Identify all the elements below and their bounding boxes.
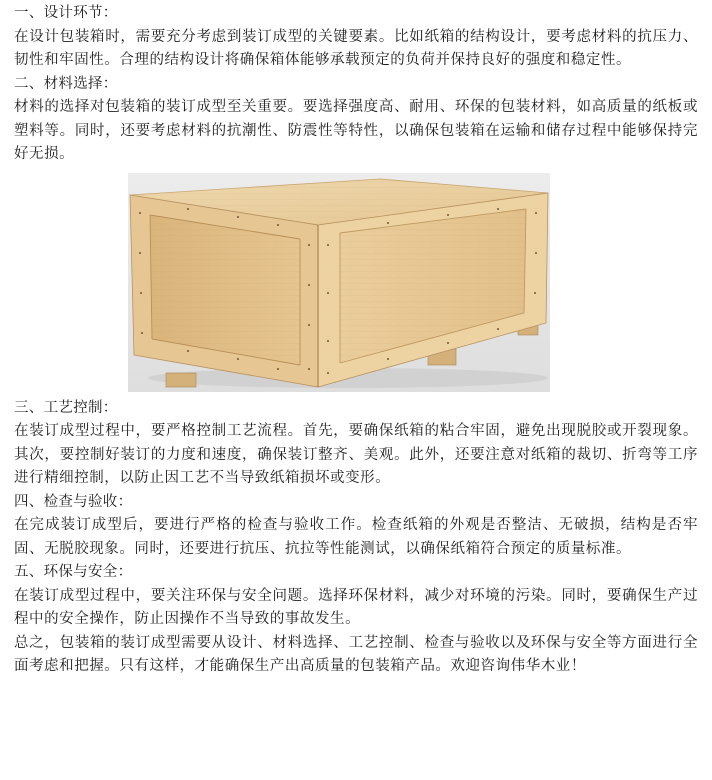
section-heading-materials: 二、材料选择： — [14, 75, 118, 92]
section-heading-inspection: 四、检查与验收： — [14, 493, 133, 510]
conclusion-text: 总之，包装箱的装订成型需要从设计、材料选择、工艺控制、检查与验收以及环保与安全等方面进行全面考虑和把握。只有这样，才能确保生产出高质量的包装箱产品。欢迎咨询伟华木业！ — [14, 634, 698, 674]
section-text-inspection: 在完成装订成型后，要进行严格的检查与验收工作。检查纸箱的外观是否整洁、无破损，结构是否牢固、无脱胶现象。同时，还要进行抗压、抗拉等性能测试，以确保纸箱符合预定的质量标准。 — [14, 517, 698, 557]
section-text-safety: 在装订成型过程中，要关注环保与安全问题。选择环保材料，减少对环境的污染。同时，要确保生产过程中的安全操作，防止因操作不当导致的事故发生。 — [14, 587, 698, 627]
article — [14, 2, 698, 679]
section-heading-process: 三、工艺控制： — [14, 399, 118, 416]
section-heading-safety: 五、环保与安全： — [14, 564, 133, 580]
wooden-crate-photo — [128, 173, 550, 392]
crate-photo-container — [14, 167, 698, 397]
section-text-materials: 材料的选择对包装箱的装订成型至关重要。要选择强度高、耐用、环保的包装材料，如高质量的纸板或塑料等。同时，还要考虑材料的抗潮性、防震性等特性，以确保包装箱在运输和储存过程中能够保持完好无损。 — [14, 99, 698, 162]
section-text-design: 在设计包装箱时，需要充分考虑到装订成型的关键要素。比如纸箱的结构设计，要考虑材料的抗压力、韧性和牢固性。合理的结构设计将确保箱体能够承载预定的负荷并保持良好的强度和稳定性。 — [14, 28, 698, 68]
section-heading-design: 一、设计环节： — [14, 5, 118, 21]
section-text-process: 在装订成型过程中，要严格控制工艺流程。首先，要确保纸箱的粘合牢固，避免出现脱胶或开裂现象。其次，要控制好装订的力度和速度，确保装订整齐、美观。此外，还要注意对纸箱的裁切、折弯等工序进行精细控制，以防止因工艺不当导致纸箱损坏或变形。 — [14, 423, 698, 486]
